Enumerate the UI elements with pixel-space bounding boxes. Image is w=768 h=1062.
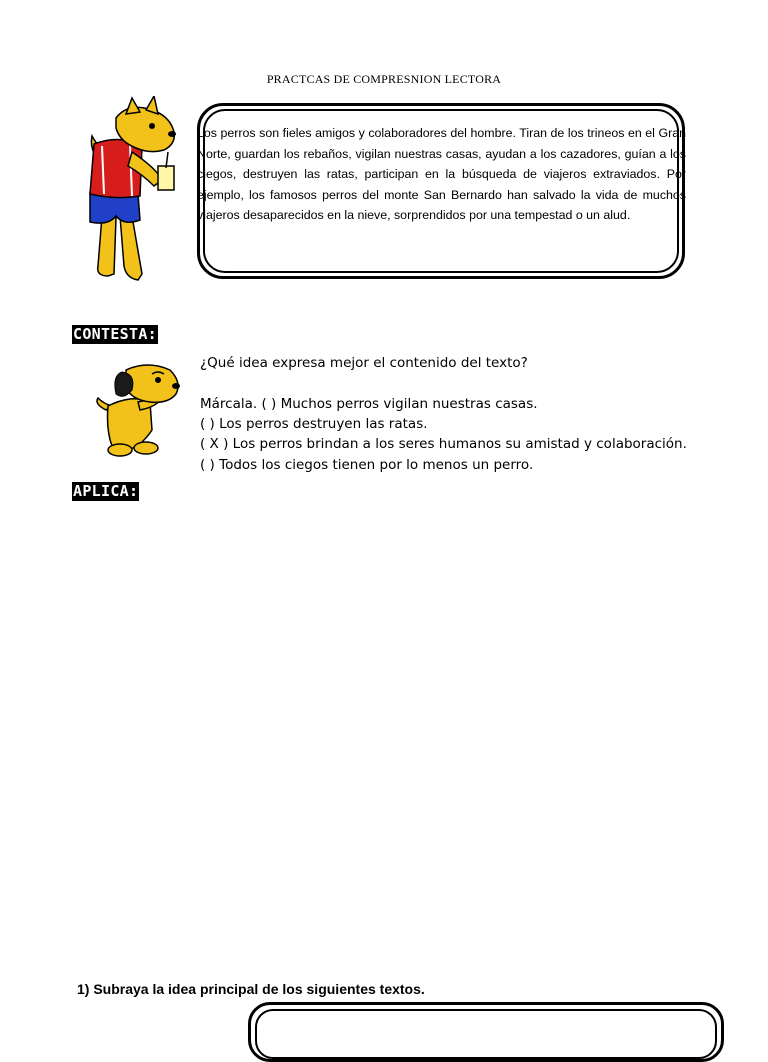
option-2: ( ) Los perros destruyen las ratas. — [200, 416, 428, 432]
option-3: ( X ) Los perros brindan a los seres humanos su amistad y colaboración. — [200, 436, 687, 452]
question-text: ¿Qué idea expresa mejor el contenido del texto? — [200, 355, 528, 371]
option-4: ( ) Todos los ciegos tienen por lo menos un perro. — [200, 457, 534, 473]
instruction-text: 1) Subraya la idea principal de los siguientes textos. — [77, 981, 425, 997]
reading-passage: Los perros son fieles amigos y colaboradores del hombre. Tiran de los trineos en el Gran Norte, guardan los rebaños, vigilan nuestras casas, ayudan a los cazadores, guían a los ciegos, destruyen las ratas, participan en la búsqueda de viajeros extraviados. Por ejemplo, los famosos perros del monte San Bernardo han salvado la vida de muchos viajeros desaparecidos en la nieve, sorprendidos por una tempestad o un alud. — [197, 126, 686, 222]
option-1: Márcala. ( ) Muchos perros vigilan nuestras casas. — [200, 396, 538, 412]
page-title: PRACTCAS DE COMPRESNION LECTORA — [266, 72, 502, 86]
dog-drinking-icon — [80, 96, 190, 286]
contesta-label: CONTESTA: — [73, 325, 157, 343]
thinking-dog-icon — [92, 360, 182, 458]
aplica-label: APLICA: — [73, 482, 139, 500]
text-frame-inner — [255, 1009, 717, 1059]
